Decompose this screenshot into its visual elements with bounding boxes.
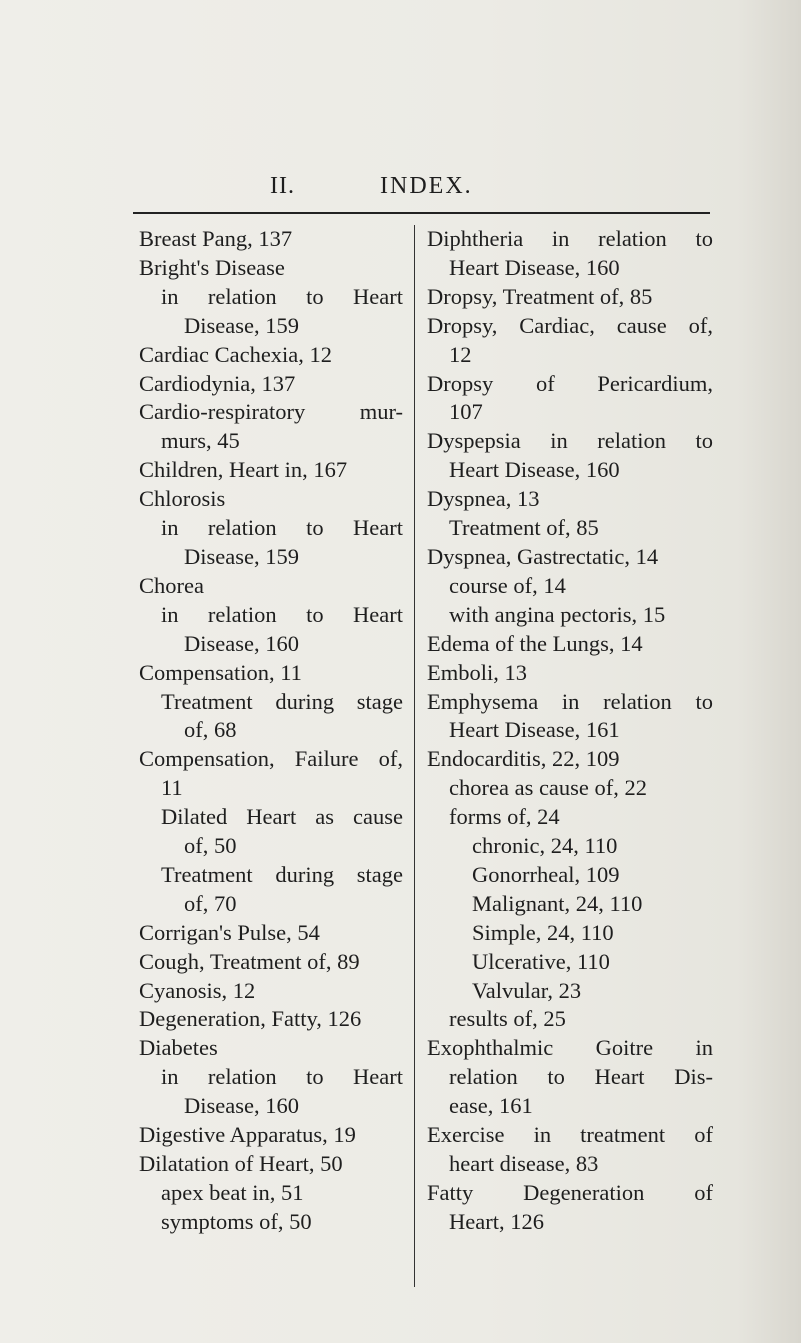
index-entry: Heart Disease, 160 [449,254,620,280]
index-entry: 12 [449,341,472,367]
index-entry: ease, 161 [449,1093,533,1119]
index-entry: in relation to Heart [161,283,403,309]
index-entry: Diphtheria in relation to [427,226,713,251]
index-entry: Dilatation of Heart, 50 [139,1151,343,1176]
page-title: INDEX. [380,173,473,199]
index-entry: Ulcerative, 110 [472,948,610,974]
index-entry: Dyspepsia in relation to [427,428,713,454]
index-entry: Valvular, 23 [472,977,582,1003]
index-entry: Treatment during stage [161,688,403,714]
index-entry: Emphysema in relation to [427,688,713,714]
index-entry: Disease, 160 [184,1093,299,1119]
index-entry: Children, Heart in, 167 [139,457,348,483]
index-entry: of, 70 [184,890,237,916]
index-entry: Corrigan's Pulse, 54 [139,919,320,945]
page-number: II. [270,173,295,199]
index-entry: symptoms of, 50 [161,1208,312,1234]
index-entry: Cardiac Cachexia, 12 [139,341,333,367]
index-entry: Endocarditis, 22, 109 [427,746,620,772]
index-entry: Dropsy, Cardiac, cause of, [427,312,713,338]
index-entry: Cardio-respiratory mur- [139,399,403,425]
index-entry: results of, 25 [449,1006,566,1032]
index-entry: of, 68 [184,717,237,743]
index-entry: Dyspnea, Gastrectatic, 14 [427,543,659,569]
index-entry: Treatment of, 85 [449,515,599,541]
index-entry: Heart Disease, 161 [449,717,620,743]
index-entry: in relation to Heart [161,601,403,627]
index-column-left [139,225,403,1237]
index-entry: forms of, 24 [449,804,560,830]
index-entry: with angina pectoris, 15 [449,601,666,627]
index-entry: in relation to Heart [161,515,403,541]
index-entry: Degeneration, Fatty, 126 [139,1006,362,1032]
index-entry: in relation to Heart [161,1064,403,1090]
index-entry: apex beat in, 51 [161,1179,304,1205]
index-entry: Disease, 159 [184,312,299,338]
index-entry: Cardiodynia, 137 [139,370,296,396]
index-entry: Fatty Degeneration of [427,1179,713,1205]
index-entry: Disease, 159 [184,543,299,569]
index-entry: 107 [449,399,483,425]
index-entry: Bright's Disease [139,254,285,280]
index-entry: chronic, 24, 110 [472,833,618,859]
index-entry: Dropsy of Pericardium, [427,370,713,396]
index-column-right [427,225,713,1237]
index-entry: chorea as cause of, 22 [449,775,648,801]
index-entry: Gonorrheal, 109 [472,861,620,887]
index-entry: Diabetes [139,1035,218,1061]
index-entry: course of, 14 [449,572,566,598]
index-entry: of, 50 [184,833,237,859]
index-entry: Dropsy, Treatment of, 85 [427,283,653,309]
index-entry: murs, 45 [161,428,240,454]
index-entry: Digestive Apparatus, 19 [139,1122,356,1148]
index-entry: Exophthalmic Goitre in [427,1035,713,1061]
column-divider [414,225,415,1287]
index-entry: Heart, 126 [449,1208,544,1234]
index-entry: Cough, Treatment of, 89 [139,948,360,974]
header-rule [133,212,710,214]
index-entry: Emboli, 13 [427,659,527,685]
index-entry: Treatment during stage [161,861,403,887]
index-entry: Edema of the Lungs, 14 [427,630,643,656]
page-header [0,173,801,209]
index-entry: Chorea [139,572,204,598]
index-entry: Exercise in treatment of [427,1122,713,1148]
index-entry: heart disease, 83 [449,1151,599,1176]
index-entry: Dilated Heart as cause [161,804,403,830]
index-entry: Cyanosis, 12 [139,977,256,1003]
index-entry: Malignant, 24, 110 [472,890,643,916]
index-entry: Disease, 160 [184,630,299,656]
index-entry: Chlorosis [139,486,226,512]
index-entry: Heart Disease, 160 [449,457,620,483]
index-entry: Dyspnea, 13 [427,486,540,512]
index-entry: Breast Pang, 137 [139,226,293,251]
index-entry: Simple, 24, 110 [472,919,614,945]
index-entry: relation to Heart Dis- [449,1064,713,1090]
index-entry: Compensation, 11 [139,659,302,685]
index-entry: 11 [161,775,183,801]
index-entry: Compensation, Failure of, [139,746,403,772]
